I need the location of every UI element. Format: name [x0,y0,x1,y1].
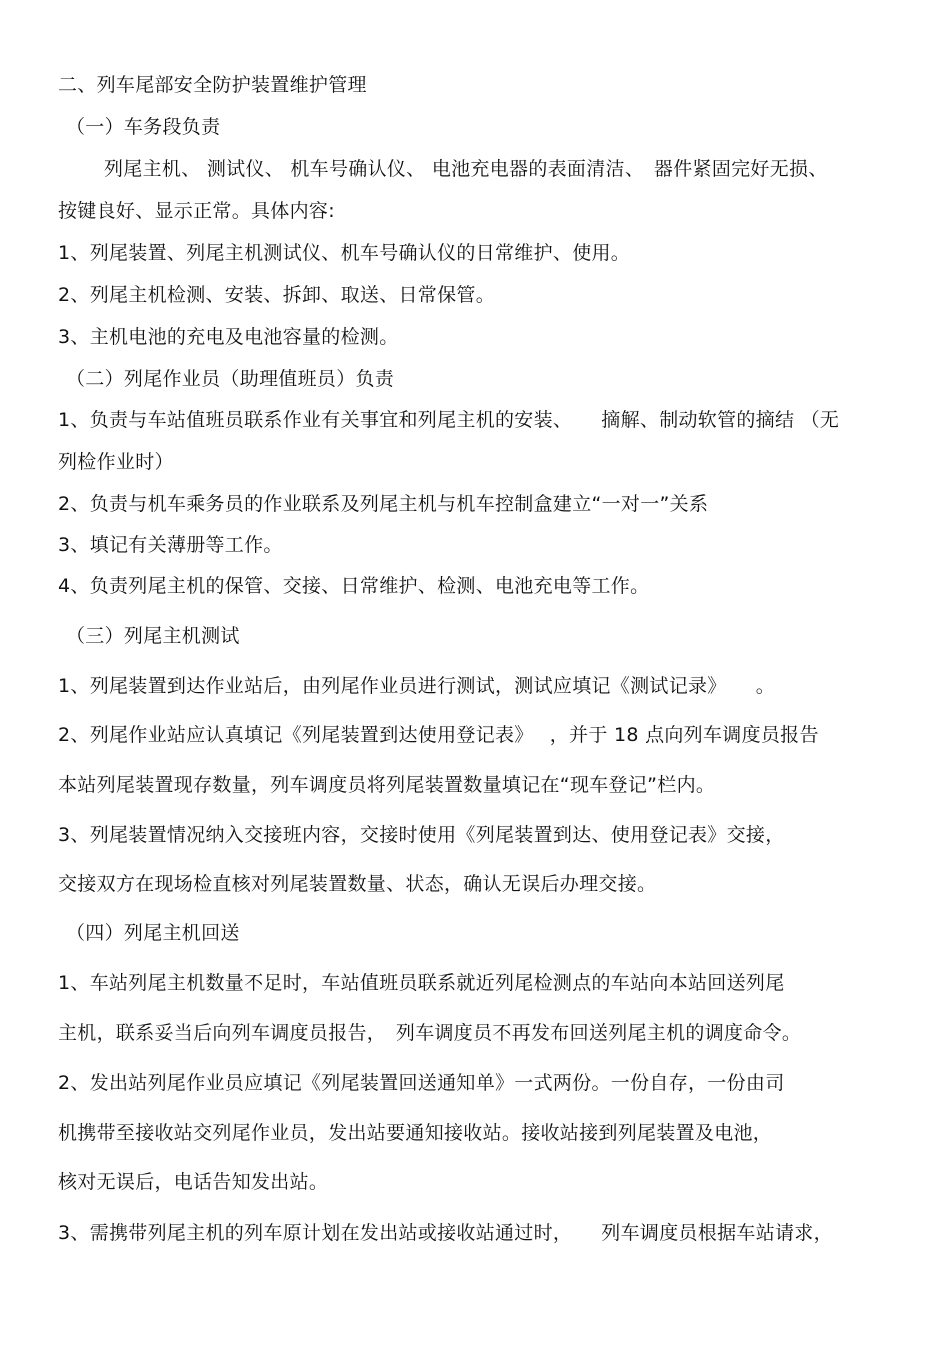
list-item: 1、列尾装置、列尾主机测试仪、机车号确认仪的日常维护、使用。 [58,242,631,264]
list-item-continuation: 主机，联系妥当后向列车调度员报告， 列车调度员不再发布回送列尾主机的调度命令。 [58,1022,802,1044]
list-item: 3、填记有关薄册等工作。 [58,534,283,556]
list-item: 4、负责列尾主机的保管、交接、日常维护、检测、电池充电等工作。 [58,575,650,597]
list-item-continuation: 核对无误后，电话告知发出站。 [58,1171,329,1193]
list-item: 2、发出站列尾作业员应填记《列尾装置回送通知单》一式两份。一份自存，一份由司 [58,1072,785,1094]
list-item: 3、列尾装置情况纳入交接班内容，交接时使用《列尾装置到达、使用登记表》交接， [58,824,785,846]
paragraph-line: 列尾主机、 测试仪、 机车号确认仪、 电池充电器的表面清洁、 器件紧固完好无损、 [104,158,828,180]
list-item: 1、负责与车站值班员联系作业有关事宜和列尾主机的安装、 摘解、制动软管的摘结 （无 [58,409,840,431]
subsection-heading: （一）车务段负责 [66,116,221,138]
paragraph-line: 按键良好、显示正常。具体内容: [58,200,335,222]
list-item: 1、列尾装置到达作业站后，由列尾作业员进行测试，测试应填记《测试记录》 。 [58,675,775,697]
list-item: 3、需携带列尾主机的列车原计划在发出站或接收站通过时， 列车调度员根据车站请求， [58,1222,833,1244]
list-item: 2、列尾主机检测、安装、拆卸、取送、日常保管。 [58,284,495,306]
subsection-heading: （三）列尾主机测试 [66,625,240,647]
list-item: 3、主机电池的充电及电池容量的检测。 [58,326,399,348]
subsection-heading: （四）列尾主机回送 [66,922,240,944]
list-item: 2、负责与机车乘务员的作业联系及列尾主机与机车控制盒建立“一对一”关系 [58,493,709,515]
section-heading: 二、列车尾部安全防护装置维护管理 [58,74,367,96]
list-item-continuation: 机携带至接收站交列尾作业员，发出站要通知接收站。接收站接到列尾装置及电池， [58,1122,773,1144]
list-item: 1、车站列尾主机数量不足时，车站值班员联系就近列尾检测点的车站向本站回送列尾 [58,972,785,994]
list-item-continuation: 列检作业时） [58,451,174,473]
subsection-heading: （二）列尾作业员（助理值班员）负责 [66,368,395,390]
list-item-continuation: 交接双方在现场检直核对列尾装置数量、状态，确认无误后办理交接。 [58,873,657,895]
list-item: 2、列尾作业站应认真填记《列尾装置到达使用登记表》 ，并于 18 点向列车调度员报告 [58,724,819,746]
list-item-continuation: 本站列尾装置现存数量，列车调度员将列尾装置数量填记在“现车登记”栏内。 [58,774,716,796]
